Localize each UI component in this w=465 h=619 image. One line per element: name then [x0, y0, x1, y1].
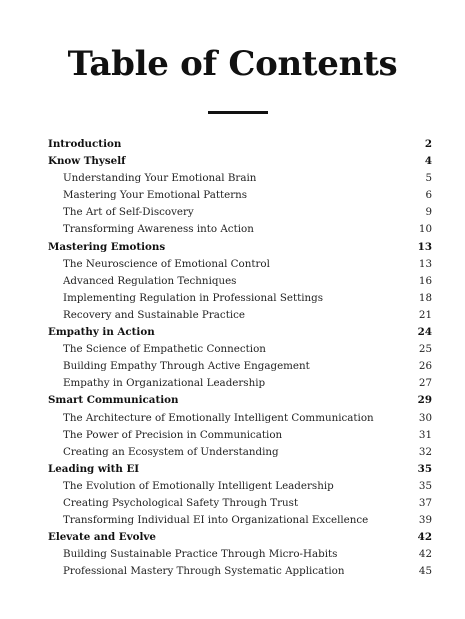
page-number: 18 [418, 291, 432, 304]
page-number: 4 [424, 155, 432, 168]
toc-section-entry[interactable] [48, 204, 432, 221]
page-number: 42 [418, 548, 432, 561]
page-number: 21 [418, 308, 432, 321]
toc-section-entry[interactable] [48, 427, 432, 444]
page-number: 31 [418, 428, 432, 441]
page-number: 39 [418, 514, 432, 527]
toc-section-entry[interactable] [48, 170, 432, 187]
section-title: Understanding Your Emotional Brain [63, 172, 257, 185]
title-divider [208, 111, 268, 114]
page-number: 45 [418, 565, 432, 578]
section-title: Transforming Individual EI into Organizational Excellence [63, 514, 369, 527]
toc-section-entry[interactable] [48, 290, 432, 307]
page-number: 5 [425, 172, 432, 185]
section-title: The Evolution of Emotionally Intelligent Leadership [63, 479, 334, 492]
toc-section-entry[interactable] [48, 256, 432, 273]
page-number: 9 [425, 206, 432, 219]
section-title: Advanced Regulation Techniques [63, 274, 237, 287]
section-title: The Architecture of Emotionally Intelligent Communication [63, 411, 374, 424]
page-number: 2 [424, 138, 432, 150]
page-number: 16 [418, 274, 432, 287]
toc-chapter-entry[interactable] [48, 136, 432, 153]
section-title: The Power of Precision in Communication [63, 428, 283, 441]
chapter-title: Elevate and Evolve [48, 531, 156, 544]
page-number: 13 [417, 240, 432, 253]
chapter-title: Smart Communication [48, 394, 179, 407]
toc-section-entry[interactable] [48, 444, 432, 461]
section-title: The Art of Self-Discovery [63, 206, 194, 219]
toc-section-entry[interactable] [48, 307, 432, 324]
toc-section-entry[interactable] [48, 495, 432, 512]
section-title: Creating Psychological Safety Through Trust [63, 496, 299, 509]
page-number: 13 [418, 257, 432, 270]
page-title: Table of Contents [67, 44, 398, 84]
page-number: 6 [425, 189, 432, 202]
toc-chapter-entry[interactable] [48, 392, 432, 409]
toc-section-entry[interactable] [48, 221, 432, 238]
section-title: The Neuroscience of Emotional Control [63, 257, 270, 270]
toc-section-entry[interactable] [48, 341, 432, 358]
page-number: 30 [418, 411, 432, 424]
page-number: 25 [418, 343, 432, 356]
page-number: 32 [418, 445, 432, 458]
section-title: Recovery and Sustainable Practice [63, 308, 245, 321]
chapter-title: Mastering Emotions [48, 240, 166, 253]
toc-chapter-entry[interactable] [48, 461, 432, 478]
toc-section-entry[interactable] [48, 187, 432, 204]
chapter-title: Empathy in Action [48, 326, 155, 339]
page-number: 10 [418, 223, 432, 236]
page-number: 24 [417, 326, 432, 339]
toc-section-entry[interactable] [48, 410, 432, 427]
section-title: Building Sustainable Practice Through Micro-Habits [63, 548, 338, 561]
chapter-title: Introduction [48, 138, 122, 150]
chapter-title: Know Thyself [48, 155, 126, 168]
toc-chapter-entry[interactable] [48, 529, 432, 546]
page-number: 42 [417, 531, 432, 544]
toc-chapter-entry[interactable] [48, 324, 432, 341]
toc-section-entry[interactable] [48, 546, 432, 563]
section-title: Transforming Awareness into Action [63, 223, 254, 236]
section-title: Mastering Your Emotional Patterns [63, 189, 248, 202]
chapter-title: Leading with EI [48, 462, 140, 475]
section-title: Creating an Ecosystem of Understanding [63, 445, 279, 458]
toc-section-entry[interactable] [48, 273, 432, 290]
section-title: Professional Mastery Through Systematic Application [63, 565, 345, 578]
section-title: Building Empathy Through Active Engagement [63, 360, 310, 373]
page-number: 37 [418, 496, 432, 509]
toc-section-entry[interactable] [48, 358, 432, 375]
toc-list [48, 136, 432, 580]
section-title: Implementing Regulation in Professional Settings [63, 291, 324, 304]
page-number: 35 [417, 462, 432, 475]
section-title: The Science of Empathetic Connection [63, 343, 266, 356]
toc-section-entry[interactable] [48, 478, 432, 495]
page-number: 29 [417, 394, 432, 407]
toc-section-entry[interactable] [48, 563, 432, 580]
toc-section-entry[interactable] [48, 375, 432, 392]
page-number: 26 [418, 360, 432, 373]
page-number: 27 [418, 377, 432, 390]
toc-section-entry[interactable] [48, 512, 432, 529]
section-title: Empathy in Organizational Leadership [63, 377, 266, 390]
toc-chapter-entry[interactable] [48, 153, 432, 170]
toc-chapter-entry[interactable] [48, 239, 432, 256]
page-number: 35 [418, 479, 432, 492]
